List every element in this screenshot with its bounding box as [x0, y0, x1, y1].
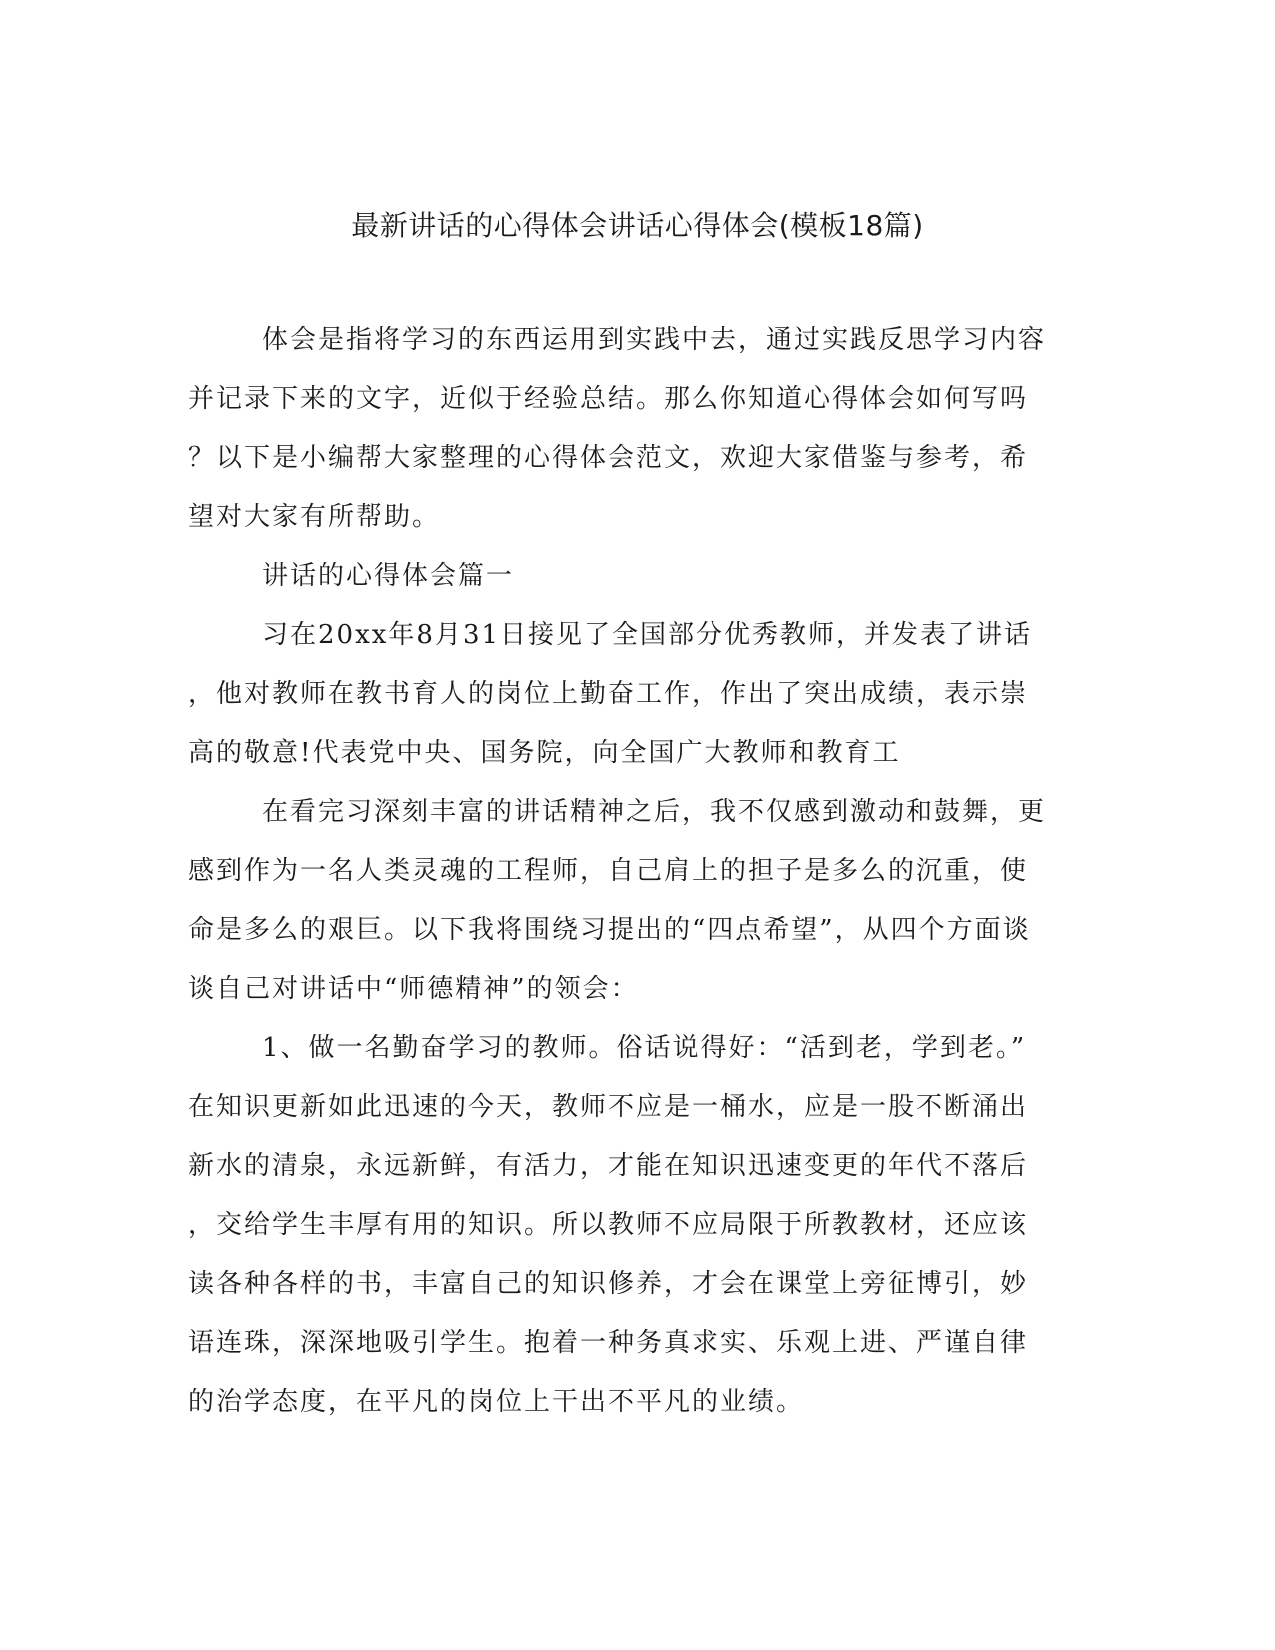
- paragraph-line: 的治学态度，在平凡的岗位上干出不平凡的业绩。: [188, 1387, 805, 1417]
- paragraph-line: ，他对教师在教书育人的岗位上勤奋工作，作出了突出成绩，表示崇: [188, 679, 1029, 709]
- paragraph-line: 并记录下来的文字，近似于经验总结。那么你知道心得体会如何写吗: [188, 384, 1029, 414]
- paragraph-line: 体会是指将学习的东西运用到实践中去，通过实践反思学习内容: [262, 325, 1047, 355]
- paragraph-line: 语连珠，深深地吸引学生。抱着一种务真求实、乐观上进、严谨自律: [188, 1328, 1029, 1358]
- paragraph-line: 望对大家有所帮助。: [188, 502, 441, 532]
- paragraph-line: 感到作为一名人类灵魂的工程师，自己肩上的担子是多么的沉重，使: [188, 856, 1029, 886]
- document-title: 最新讲话的心得体会讲话心得体会(模板18篇): [351, 209, 924, 242]
- paragraph-line: 在知识更新如此迅速的今天，教师不应是一桶水，应是一股不断涌出: [188, 1092, 1029, 1122]
- paragraph-line: ，交给学生丰厚有用的知识。所以教师不应局限于所教教材，还应该: [188, 1210, 1029, 1240]
- paragraph-line: 读各种各样的书，丰富自己的知识修养，才会在课堂上旁征博引，妙: [188, 1269, 1029, 1299]
- paragraph-line: ？以下是小编帮大家整理的心得体会范文，欢迎大家借鉴与参考，希: [188, 443, 1029, 473]
- paragraph-line: 谈自己对讲话中“师德精神”的领会：: [188, 974, 639, 1004]
- paragraph-line: 命是多么的艰巨。以下我将围绕习提出的“四点希望”，从四个方面谈: [188, 915, 1031, 945]
- paragraph-line: 习在20xx年8月31日接见了全国部分优秀教师，并发表了讲话: [262, 620, 1033, 650]
- paragraph-line: 在看完习深刻丰富的讲话精神之后，我不仅感到激动和鼓舞，更: [262, 797, 1047, 827]
- paragraph-line: 新水的清泉，永远新鲜，有活力，才能在知识迅速变更的年代不落后: [188, 1151, 1029, 1181]
- paragraph-line: 1、做一名勤奋学习的教师。俗话说得好：“活到老，学到老。”: [262, 1033, 1027, 1063]
- section-heading: 讲话的心得体会篇一: [262, 561, 515, 591]
- paragraph-line: 高的敬意!代表党中央、国务院，向全国广大教师和教育工: [188, 738, 901, 768]
